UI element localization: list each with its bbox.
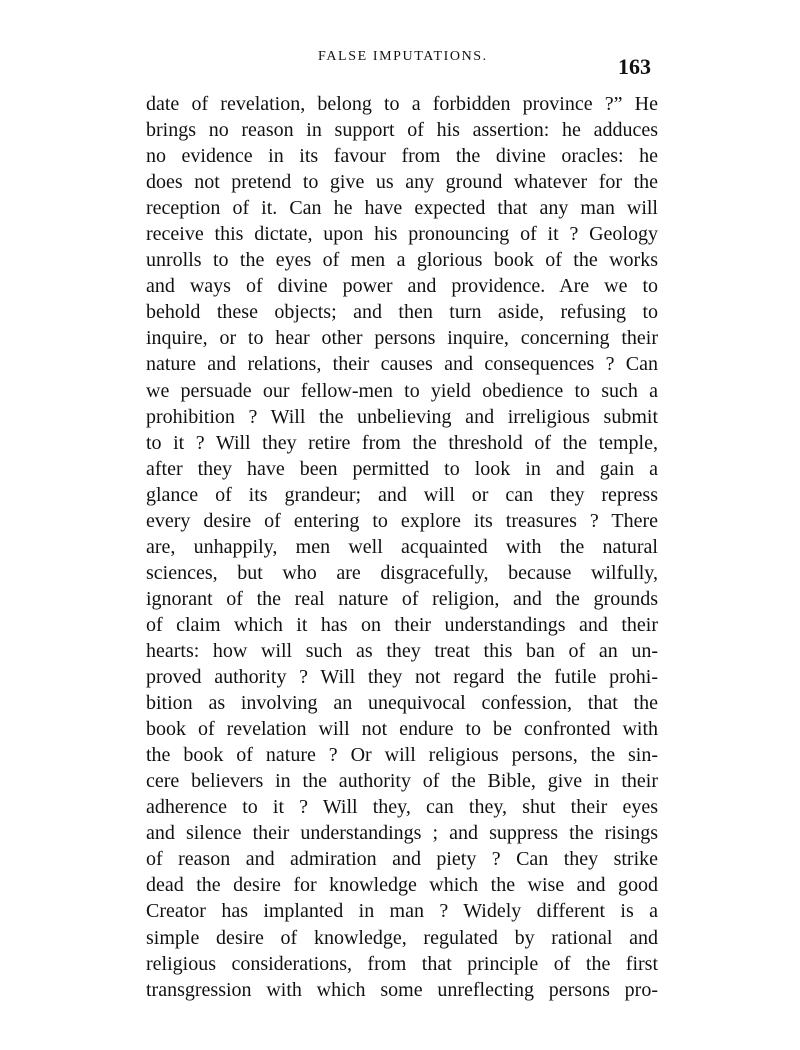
page-number: 163 xyxy=(618,54,651,79)
text-line: bition as involving an unequivocal confession, that the xyxy=(146,692,658,715)
text-line: proved authority ? Will they not regard the futile prohi- xyxy=(146,666,658,689)
text-line: dead the desire for knowledge which the wise and good xyxy=(146,874,658,897)
text-line: of claim which it has on their understandings and their xyxy=(146,613,658,636)
text-line: Creator has implanted in man ? Widely different is a xyxy=(146,900,658,923)
text-line: no evidence in its favour from the divine oracles: he xyxy=(146,145,658,168)
text-line: book of revelation will not endure to be confronted with xyxy=(146,718,658,741)
text-line: inquire, or to hear other persons inquire, concerning their xyxy=(146,327,658,350)
text-line: after they have been permitted to look in and gain a xyxy=(146,457,658,480)
text-line: and silence their understandings ; and suppress the risings xyxy=(146,822,658,845)
text-line: and ways of divine power and providence. Are we to xyxy=(146,275,658,298)
text-line: brings no reason in support of his assertion: he adduces xyxy=(146,119,658,142)
text-line: every desire of entering to explore its treasures ? There xyxy=(146,509,658,532)
text-line: adherence to it ? Will they, can they, shut their eyes xyxy=(146,796,658,819)
text-line: are, unhappily, men well acquainted with the natural xyxy=(146,535,658,558)
text-line: date of revelation, belong to a forbidden province ?” He xyxy=(146,93,658,115)
running-head: FALSE IMPUTATIONS. xyxy=(318,49,488,64)
text-line: reception of it. Can he have expected that any man will xyxy=(146,197,658,220)
text-line: to it ? Will they retire from the threshold of the temple, xyxy=(146,431,658,454)
text-line: prohibition ? Will the unbelieving and irreligious submit xyxy=(146,405,658,428)
text-line: simple desire of knowledge, regulated by rational and xyxy=(146,926,658,949)
text-line: the book of nature ? Or will religious persons, the sin- xyxy=(146,744,658,767)
text-line: hearts: how will such as they treat this ban of an un- xyxy=(146,639,658,662)
text-line: transgression with which some unreflecting persons pro- xyxy=(146,978,658,1001)
text-line: ignorant of the real nature of religion, and the grounds xyxy=(146,587,658,610)
text-line: sciences, but who are disgracefully, because wilfully, xyxy=(146,561,658,584)
text-line: behold these objects; and then turn aside, refusing to xyxy=(146,301,658,324)
text-line: religious considerations, from that principle of the first xyxy=(146,952,658,975)
text-line: we persuade our fellow-men to yield obedience to such a xyxy=(146,379,658,402)
text-line: nature and relations, their causes and consequences ? Can xyxy=(146,353,658,376)
text-line: glance of its grandeur; and will or can they repress xyxy=(146,483,658,506)
text-line: of reason and admiration and piety ? Can they strike xyxy=(146,848,658,871)
text-line: does not pretend to give us any ground whatever for the xyxy=(146,171,658,194)
text-line: unrolls to the eyes of men a glorious book of the works xyxy=(146,249,658,272)
text-line: cere believers in the authority of the Bible, give in their xyxy=(146,770,658,793)
text-line: receive this dictate, upon his pronouncing of it ? Geology xyxy=(146,223,658,246)
body-text xyxy=(146,91,658,1003)
